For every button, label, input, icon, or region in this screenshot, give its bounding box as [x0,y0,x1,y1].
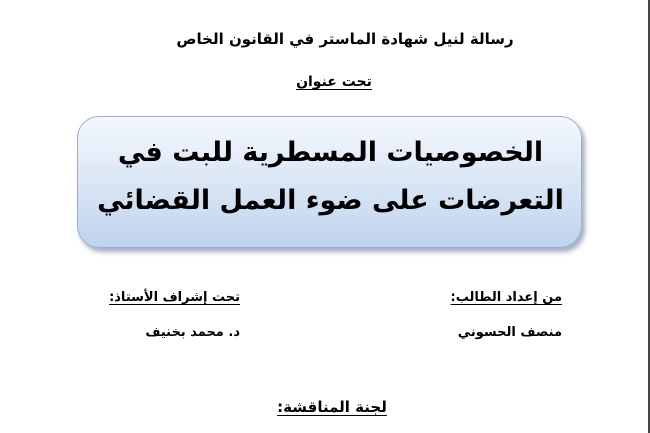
supervisor-name: د. محمد بخنيف [145,325,240,340]
student-name: منصف الحسوني [457,325,562,340]
student-label [451,290,563,305]
thesis-statement: رسالة لنيل شهادة الماستر في القانون الخاص [176,30,514,48]
committee-label [0,398,650,416]
thesis-title-line-2: التعرضات على ضوء العمل القضائي [97,185,564,216]
supervisor-label-text: تحت إشراف الأستاذ: [109,290,240,305]
under-title-text: تحت عنوان [296,74,372,90]
supervisor-label [109,290,240,305]
student-label-text: من إعداد الطالب: [450,290,562,305]
thesis-title-line-1: الخصوصيات المسطرية للبت في [117,137,544,168]
thesis-title-box [77,116,582,248]
committee-label-text: لجنة المناقشة: [277,398,387,416]
under-title-label [0,74,650,90]
